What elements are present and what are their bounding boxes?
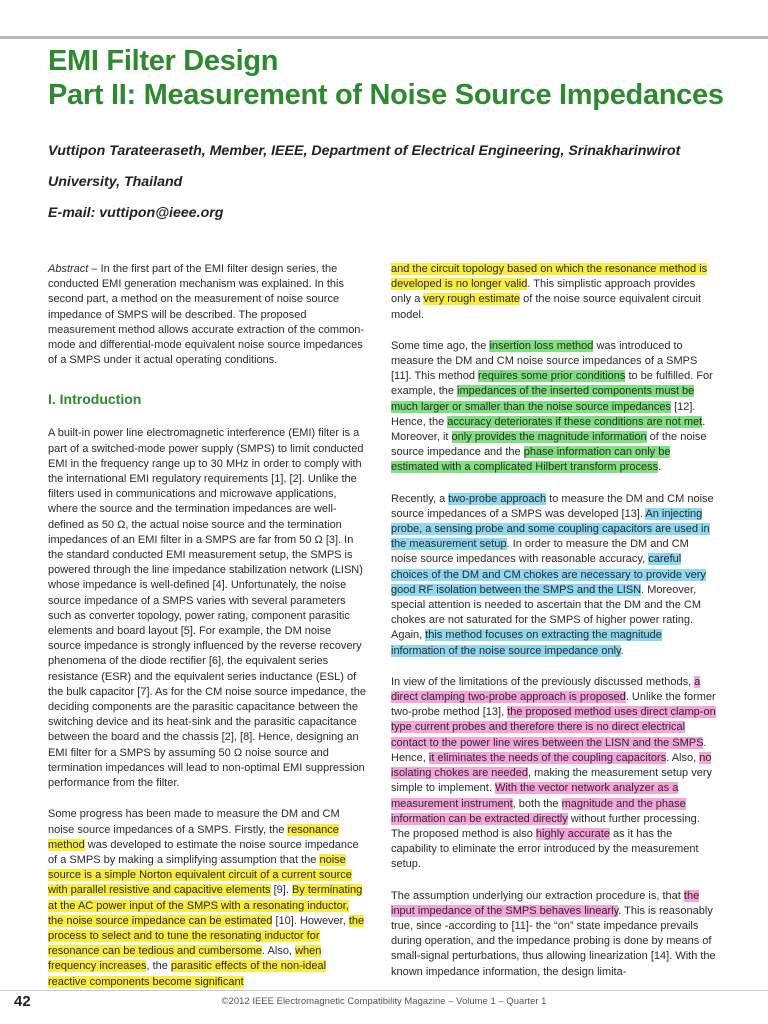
text-run: . (620, 644, 624, 657)
right-column (391, 262, 718, 996)
text-run: Recently, a (391, 492, 449, 505)
text-run: . Also, (666, 751, 700, 764)
text-run: . This simplistic approach provides only a (391, 278, 696, 306)
highlighted-text: two-probe approach (448, 492, 547, 505)
highlighted-text: parasitic effects of the non-ideal reactive components become significant (48, 960, 327, 988)
highlighted-text: and the circuit topology based on which the resonance method is developed is no longer valid (391, 263, 708, 291)
highlighted-text: impedances of the inserted components must be much larger or smaller than the noise source impedances (391, 385, 695, 413)
text-run: Some progress has been made to measure the DM and CM noise source impedances of a SMPS. Firstly, the (48, 808, 340, 836)
highlighted-text: the input impedance of the SMPS behaves linearly (391, 889, 700, 917)
text-run: . In order to measure the DM and CM noise source impedances with reasonable accuracy, (391, 538, 689, 566)
title-line-2: Part II: Measurement of Noise Source Impedances (48, 79, 724, 111)
text-run: was developed to estimate the noise source impedance of a SMPS by making a simplifying assumption that the (48, 838, 359, 866)
text-run: without further processing. The proposed method is also (391, 812, 700, 840)
text-run: . Moreover, special attention is needed to ascertain that the DM and the CM chokes are not saturated for the SMPS of higher power rating. Again, (391, 583, 702, 642)
top-rule (0, 36, 768, 39)
text-run: [12]. Hence, the (391, 400, 696, 428)
highlighted-text: only provides the magnitude information (451, 431, 647, 444)
section-heading-introduction: I. Introduction (48, 391, 142, 408)
title-line-1: EMI Filter Design (48, 45, 279, 77)
text-run: . Hence, (391, 736, 707, 764)
highlighted-text: no isolating chokes are needed (391, 751, 712, 780)
text-run: In view of the limitations of the previously discussed methods, (391, 675, 695, 688)
right-paragraph-1 (391, 262, 718, 323)
highlighted-text: noise source is a simple Norton equivalent circuit of a current source with parallel resistive and capacitive elements (48, 853, 352, 897)
highlighted-text: accuracy deteriorates if these conditions are not met (447, 415, 703, 428)
text-run: , the (146, 960, 171, 973)
highlighted-text: By terminating at the AC power input of the SMPS with a resonating inductor, the noise source impedance can be estimated (48, 884, 363, 927)
highlighted-text: the proposed method uses direct clamp-on type current probes and therefore there is no direct electrical contact to the power line wires between the LISN and the SMPS (391, 706, 716, 749)
highlighted-text: this method focuses on extracting the magnitude information of the noise source impedance only (391, 629, 662, 657)
text-run: to be fulfilled. For example, the (391, 370, 713, 398)
highlighted-text: careful choices of the DM and CM chokes are necessary to provide very good RF isolation between the SMPS and the LISN (391, 553, 706, 596)
highlighted-text: phase information can only be estimated with a complicated Hilbert transform process (391, 446, 671, 474)
highlighted-text: very rough estimate (423, 293, 521, 306)
highlighted-text: resonance method (48, 823, 339, 851)
text-run: to measure the DM and CM noise source impedances of a SMPS was developed [13]. (391, 492, 714, 520)
highlighted-text: the process to select and to tune the resonating inductor for resonance can be tedious and cumbersome (48, 914, 365, 958)
abstract-text: – In the first part of the EMI filter design series, the conducted EMI generation mechanism was explained. In this second part, a method on the measurement of noise source impedance of SMPS will be described. The proposed measurement method allows accurate extraction of the common-mode and differential-mode equivalent noise source impedances of a SMPS under it actual operating conditions. (48, 263, 365, 367)
text-run: . (658, 461, 662, 474)
footer-copyright: ©2012 IEEE Electromagnetic Compatibility Magazine – Volume 1 – Quarter 1 (221, 996, 547, 1007)
intro-paragraph-2 (48, 807, 366, 989)
text-run: of the noise source impedance and the (391, 431, 707, 459)
text-run: [9]. (270, 884, 292, 897)
highlighted-text: insertion loss method (489, 339, 594, 352)
right-paragraph-5 (391, 889, 718, 980)
article-title (48, 44, 748, 112)
text-run: . Moreover, it (391, 415, 706, 444)
text-run: was introduced to measure the DM and CM noise source impedances of a SMPS [11]. This method (391, 339, 698, 383)
highlighted-text: when frequency increases (48, 945, 322, 973)
author-line-2: University, Thailand (48, 174, 183, 190)
highlighted-text: An injecting probe, a sensing probe and some coupling capacitors are used in the measurement setup (391, 507, 710, 551)
footer-rule (0, 990, 768, 991)
highlighted-text: With the vector network analyzer as a measurement instrument (391, 782, 679, 810)
author-email: E-mail: vuttipon@ieee.org (48, 205, 224, 221)
text-run: as it has the capability to eliminate the error introduced by the measurement setup. (391, 827, 699, 871)
abstract-paragraph (48, 262, 366, 368)
text-run: [10]. However, (272, 914, 349, 927)
left-column (48, 262, 366, 1006)
highlighted-text: highly accurate (535, 827, 610, 840)
author-block (48, 136, 728, 229)
text-run: . This is reasonably true, since -according to [11]- the “on” state impedance prevails during operation, and the impedance probing is done by means of small-signal perturbations, thus allowing linearization [14]. With the known impedance information, the design limita- (391, 904, 716, 978)
text-run: . Unlike the former two-probe method [13], (391, 691, 716, 719)
text-run: , both the (512, 797, 562, 810)
highlighted-text: magnitude and the phase information can be extracted directly (391, 797, 686, 825)
page-number: 42 (14, 993, 31, 1010)
text-run: The assumption underlying our extraction procedure is, that (391, 889, 684, 902)
right-paragraph-2 (391, 339, 718, 476)
abstract-label: Abstract (48, 263, 89, 275)
right-paragraph-4 (391, 675, 718, 873)
text-run: , making the measurement setup very simple to implement. (391, 767, 713, 795)
highlighted-text: requires some prior conditions (478, 370, 626, 383)
highlighted-text: it eliminates the needs of the coupling capacitors (428, 751, 667, 764)
text-run: . Also, (262, 945, 296, 958)
highlighted-text: a direct clamping two-probe approach is proposed (391, 675, 701, 704)
intro-paragraph-1: A built-in power line electromagnetic interference (EMI) filter is a part of a switched-mode power supply (SMPS) to limit conducted EMI in the frequency range up to 30 MHz in order to comply with the international EMI regulatory requirements [1], [2]. Unlike the filters used in communications and microwave applications, where the source and the termination impedances are well-defined as 50 Ω, the actual noise source and the termination impedances of an EMI filter in a SMPS are far from 50 Ω [3]. In the standard conducted EMI measurement setup, the SMPS is powered through the line impedance stabilization network (LISN) whose impedance is well-defined [4]. Unfortunately, the noise source impedance of a SMPS varies with several parameters such as converter topology, power rating, component parasitic elements and board layout [5]. For example, the DM noise source impedance is strongly influenced by the reverse recovery phenomena of the diode rectifier [6], the equivalent series resistance (ESR) and the equivalent series inductance (ESL) of the bulk capacitor [7]. As for the CM noise source impedance, the deciding components are the parasitic capacitance between the switching device and its heat-sink and the parasitic capacitance between the board and the chassis [2], [8]. Hence, designing an EMI filter for a SMPS by assuming 50 Ω noise source and termination impedances will lead to non-optimal EMI suppression performance from the filter. (48, 427, 366, 790)
author-line-1: Vuttipon Tarateeraseth, Member, IEEE, Department of Electrical Engineering, Srinakharinwirot (48, 143, 681, 159)
text-run: of the noise source equivalent circuit model. (391, 293, 702, 321)
right-paragraph-3 (391, 492, 718, 659)
text-run: Some time ago, the (391, 339, 490, 352)
